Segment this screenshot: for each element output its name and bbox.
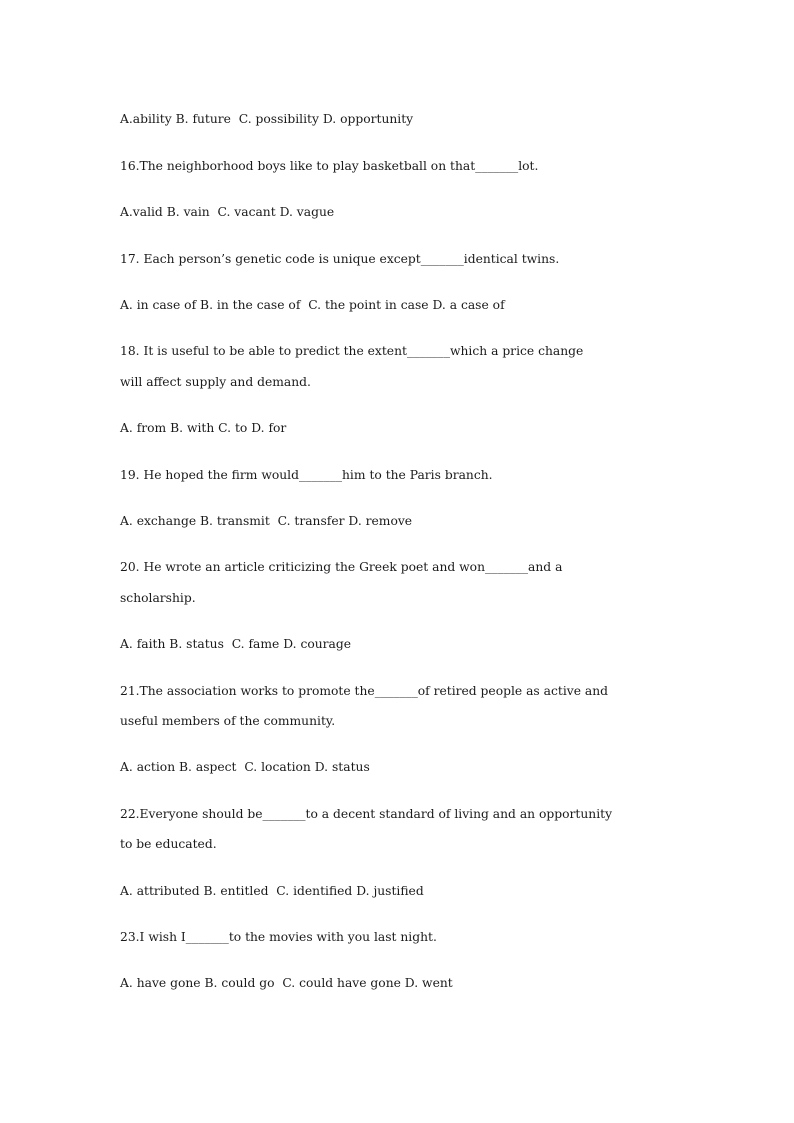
question-22-continued: to be educated.	[120, 837, 217, 851]
options-17: A. in case of B. in the case of C. the point in case D. a case of	[120, 298, 505, 312]
options-18: A. from B. with C. to D. for	[120, 421, 287, 435]
question-17: 17. Each person’s genetic code is unique except_______identical twins.	[120, 252, 560, 266]
options-23: A. have gone B. could go C. could have gone D. went	[120, 976, 453, 990]
options-22: A. attributed B. entitled C. identified D. justified	[120, 884, 424, 898]
options-19: A. exchange B. transmit C. transfer D. remove	[120, 514, 413, 528]
question-18: 18. It is useful to be able to predict the extent_______which a price change	[120, 344, 584, 358]
options-15: A.ability B. future C. possibility D. opportunity	[120, 112, 414, 126]
options-21: A. action B. aspect C. location D. status	[120, 760, 370, 774]
question-18-continued: will affect supply and demand.	[120, 375, 311, 389]
question-16: 16.The neighborhood boys like to play basketball on that_______lot.	[120, 159, 539, 173]
question-20: 20. He wrote an article criticizing the Greek poet and won_______and a	[120, 560, 563, 574]
question-20-continued: scholarship.	[120, 591, 196, 605]
question-22: 22.Everyone should be_______to a decent standard of living and an opportunity	[120, 807, 613, 821]
options-16: A.valid B. vain C. vacant D. vague	[120, 205, 335, 219]
question-21: 21.The association works to promote the_______of retired people as active and	[120, 684, 609, 698]
options-20: A. faith B. status C. fame D. courage	[120, 637, 352, 651]
question-19: 19. He hoped the firm would_______him to the Paris branch.	[120, 468, 493, 482]
question-23: 23.I wish I_______to the movies with you last night.	[120, 930, 437, 944]
question-21-continued: useful members of the community.	[120, 714, 336, 728]
